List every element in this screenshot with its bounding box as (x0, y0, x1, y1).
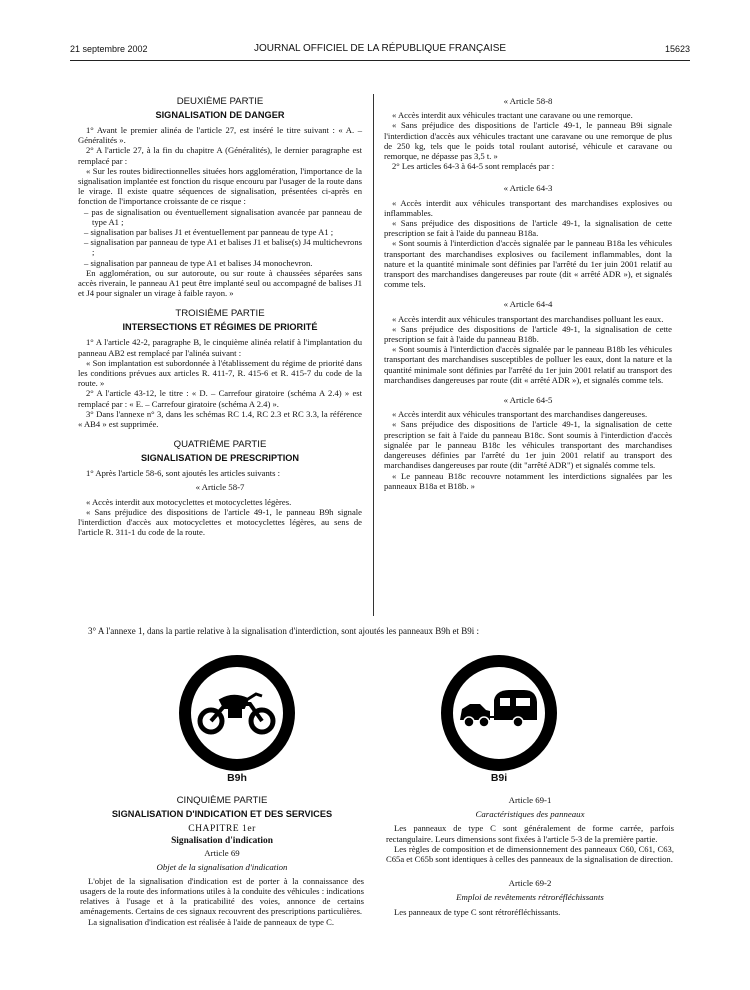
paragraph: « Sont soumis à l'interdiction d'accès signalée par le panneau B18a les véhicules transportant des marchandises explosives ou facilement inflammables, dont la nature et la quantité minimale sont définies par l'arrêté du 1er juin 2001 relatif au transport des marchandises dangereuses par route (dit « arrêté ADR »), et signalés comme tels. (384, 238, 672, 290)
right-column (384, 96, 672, 491)
paragraph: « Sans préjudice des dispositions de l'article 49-1, la signalisation de cette prescription se fait à l'aide du panneau B18c. Sont soumis à l'interdiction d'accès signalée par le panneau B18c les véhicules transportant des marchandises dangereuses définies par l'arrêté du 1er juin 2001 relatif au transport des marchandises dangereuses par route (dit "arrêté ADR") et signalés comme tels. (384, 419, 672, 471)
paragraph: L'objet de la signalisation d'indication est de porter à la connaissance des usagers de la route des informations utiles à la conduite des véhicules : indications relatives à l'usage et à la praticabilité des voies, annonce de certains aménagements. Certains de ces signaux recouvrent des prescriptions particulières. (80, 875, 364, 917)
part-2-title: DEUXIÈME PARTIE (176, 96, 264, 107)
paragraph: Les règles de composition et de dimensionnement des panneaux C60, C61, C63, C65a et C65b sont identiques à celles des panneaux de la signalisation de direction. (386, 843, 674, 865)
part-3-subtitle: INTERSECTIONS ET RÉGIMES DE PRIORITÉ (122, 322, 318, 333)
sign-b9h (178, 654, 296, 772)
article-heading: Article 69-1 (508, 795, 552, 805)
article-heading: Article 69-2 (508, 878, 552, 889)
header-title: JOURNAL OFFICIEL DE LA RÉPUBLIQUE FRANÇAISE (253, 43, 507, 54)
article-heading: « Article 64-3 (503, 183, 553, 194)
left-column (78, 96, 362, 538)
paragraph: « Sans préjudice des dispositions de l'article 49-1, le panneau B9h signale l'interdiction d'accès aux motocyclettes et motocyclettes légères, au sens de l'article R. 311-1 du code de la route. (78, 506, 362, 538)
paragraph: 1° Avant le premier alinéa de l'article 27, est inséré le titre suivant : « A. – Généralités ». (78, 125, 362, 146)
article-heading: « Article 64-5 (503, 395, 553, 406)
article-subtitle: Objet de la signalisation d'indication (156, 861, 288, 872)
list-item: – signalisation par panneau de type A1 et balises J1 et balise(s) J4 multichevrons ; (84, 237, 362, 258)
paragraph: « Accès interdit aux véhicules transportant des marchandises dangereuses. (392, 409, 648, 420)
sign-b9i (440, 654, 558, 772)
paragraph: Les panneaux de type C sont rétroréfléchissants. (394, 906, 561, 917)
page-header (70, 44, 690, 60)
part-5-title: CINQUIÈME PARTIE (176, 795, 268, 806)
paragraph: 1° Après l'article 58-6, sont ajoutés les articles suivants : (86, 468, 281, 479)
paragraph: Les panneaux de type C sont généralement de forme carrée, parfois rectangulaire. Leurs dimensions sont fixées à l'article 5-3 de la première partie. (386, 823, 674, 844)
article-heading: Article 69 (204, 848, 240, 859)
paragraph: « Sur les routes bidirectionnelles situées hors agglomération, l'importance de la signalisation implantée est fonction du risque encouru par l'usager de la route dans le virage. Il existe quatre séquences de signalisation, présentées ci-après en fonction de l'importance croissante de ce risque : (78, 165, 362, 207)
paragraph: « Sont soumis à l'interdiction d'accès signalée par le panneau B18b les véhicules transportant des marchandises susceptibles de polluer les eaux, dont la nature et la quantité minimale sont définies par l'arrêté du 1er juin 2001 relatif au transport des marchandises dangereuses par route (dit « arrêté ADR »), et signalés comme tels. (384, 344, 672, 385)
part-4-title: QUATRIÈME PARTIE (173, 439, 267, 451)
paragraph: 1° A l'article 42-2, paragraphe B, le cinquième alinéa relatif à l'implantation du panneau AB2 est remplacé par l'alinéa suivant : (78, 337, 362, 358)
paragraph: « Accès interdit aux véhicules tractant une caravane ou une remorque. (392, 110, 633, 121)
paragraph: « Sans préjudice des dispositions de l'article 49-1, la signalisation de cette prescription se fait à l'aide du panneau B18b. (384, 323, 672, 345)
article-subtitle: Caractéristiques des panneaux (475, 809, 585, 820)
paragraph: « Accès interdit aux véhicules transportant des marchandises polluant les eaux. (392, 313, 664, 324)
article-heading: « Article 58-8 (503, 96, 553, 106)
header-date: 21 septembre 2002 (70, 44, 148, 54)
paragraph: En agglomération, ou sur autoroute, ou sur route à chaussées séparées sans accès riverain, le panneau A1 peut être implanté seul ou accompagné de balises J1 et J4 pour signaler un virage à faible rayon. » (78, 267, 362, 299)
paragraph: 2° A l'article 27, à la fin du chapitre A (Généralités), le dernier paragraphe est remplacé par : (78, 145, 362, 166)
bottom-right-column (386, 795, 674, 917)
part-3-title: TROISIÈME PARTIE (175, 308, 265, 320)
article-heading: « Article 58-7 (195, 482, 245, 493)
list-item: – pas de signalisation ou éventuellement signalisation avancée par panneau de type A1 ; (84, 206, 362, 227)
page-number: 15623 (664, 44, 690, 54)
paragraph: « Sans préjudice des dispositions de l'article 49-1, la signalisation de cette prescription se fait à l'aide du panneau B18a. (384, 218, 672, 239)
chapter-title: Signalisation d'indication (171, 836, 273, 847)
paragraph: La signalisation d'indication est réalisée à l'aide de panneaux de type C. (88, 916, 335, 927)
sign-label-b9h: B9h (227, 772, 247, 784)
part-4-subtitle: SIGNALISATION DE PRESCRIPTION (140, 453, 300, 464)
paragraph: 3° Dans l'annexe n° 3, dans les schémas RC 1.4, RC 2.3 et RC 3.3, la référence « AB4 » est supprimée. (78, 408, 362, 430)
part-5-subtitle: SIGNALISATION D'INDICATION ET DES SERVICES (111, 809, 333, 819)
paragraph: « Sans préjudice des dispositions de l'article 49-1, le panneau B9i signale l'interdiction d'accès aux véhicules tractant une caravane ou une remorque de plus de 250 kg, tels que le poids total roulant autorisé, véhicule et caravane ou remorque, ne dépasse pas 3,5 t. » (384, 120, 672, 162)
paragraph: « Le panneau B18c recouvre notamment les interdictions signalées par les panneaux B18a et B18b. » (384, 470, 672, 491)
paragraph: « Accès interdit aux motocyclettes et motocyclettes légères. (86, 496, 292, 507)
paragraph: « Son implantation est subordonnée à l'établissement du régime de priorité dans les conditions prévues aux articles R. 411-7, R. 415-6 et R. 415-7 du code de la route. » (78, 357, 362, 389)
chapter-heading: CHAPITRE 1er (188, 823, 256, 834)
list-item: – signalisation par panneau de type A1 et balises J4 monochevron. (84, 257, 313, 268)
annex-line: 3° A l'annexe 1, dans la partie relative à la signalisation d'interdiction, sont ajoutés les panneaux B9h et B9i : (88, 626, 479, 636)
article-subtitle: Emploi de revêtements rétroréfléchissants (456, 892, 604, 903)
paragraph: 2° Les articles 64-3 à 64-5 sont remplacés par : (392, 161, 555, 172)
article-heading: « Article 64-4 (503, 299, 553, 310)
sign-label-b9i: B9i (490, 772, 508, 784)
list-item: – signalisation par balises J1 et éventuellement par panneau de type A1 ; (84, 227, 334, 238)
paragraph: 2° A l'article 43-12, le titre : « D. – Carrefour giratoire (schéma A 2.4) » est remplacé par : « E. – Carrefour giratoire (schéma A 2.4) ». (78, 388, 362, 409)
bottom-left-column (80, 795, 364, 927)
column-divider (373, 94, 374, 616)
part-2-subtitle: SIGNALISATION DE DANGER (155, 110, 285, 120)
header-rule (70, 60, 690, 61)
paragraph: « Accès interdit aux véhicules transportant des marchandises explosives ou inflammables. (384, 197, 672, 218)
